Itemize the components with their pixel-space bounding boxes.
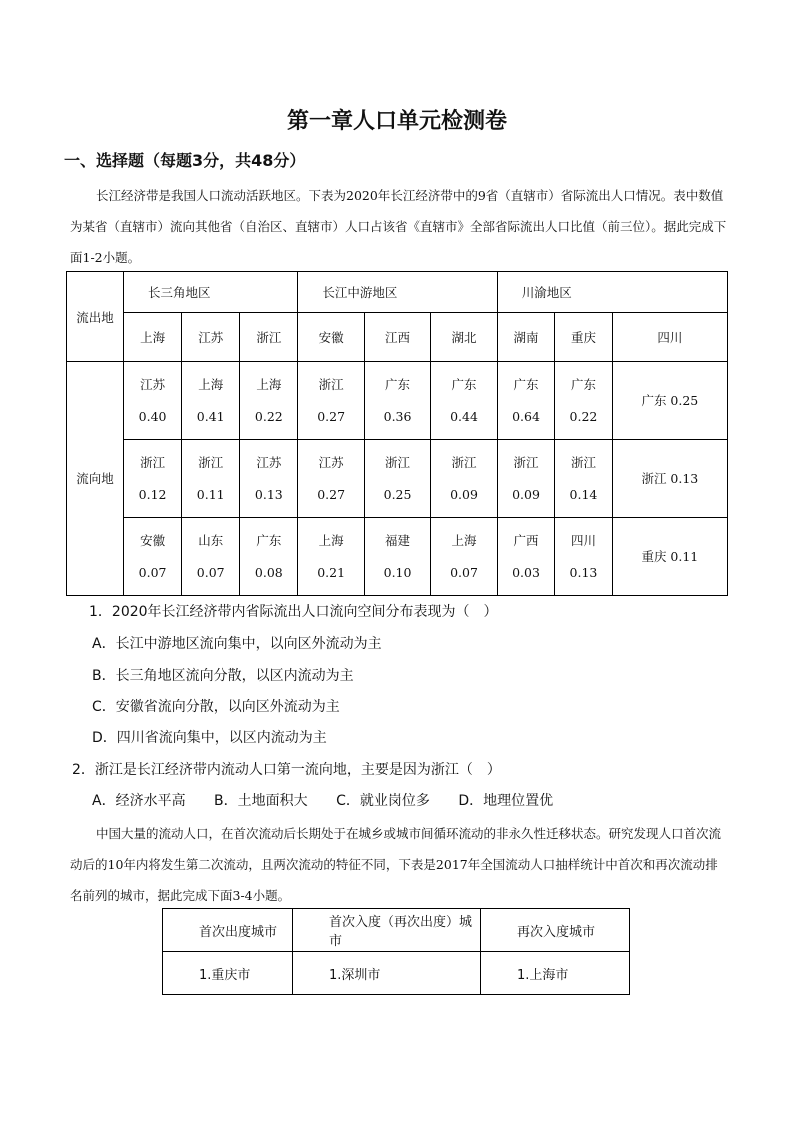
flow-ratio: 0.08 <box>254 564 283 580</box>
flow-cell <box>612 362 727 440</box>
flow-ratio: 0.10 <box>383 564 412 580</box>
outflow-label: 流出地 <box>67 272 124 362</box>
flow-cell <box>182 440 240 518</box>
destination-name: 广东 <box>570 376 596 392</box>
question-2-option[interactable]: A．经济水平高 <box>92 793 186 809</box>
flow-cell <box>497 362 554 440</box>
flow-ratio: 0.09 <box>450 486 478 502</box>
flow-ratio: 0.36 <box>383 408 412 424</box>
flow-ratio: 0.11 <box>196 486 225 502</box>
flow-cell <box>555 440 612 518</box>
flow-cell <box>431 362 497 440</box>
destination-name: 浙江 <box>451 454 477 470</box>
destination-name: 四川 <box>570 532 596 548</box>
flow-ratio: 0.13 <box>254 486 283 502</box>
city-table-header: 首次入度（再次出度）城市 <box>293 909 481 952</box>
flow-cell <box>364 362 430 440</box>
flow-cell <box>124 440 182 518</box>
section-heading: 一、选择题（每题3分，共48分） <box>64 151 306 170</box>
flow-cell <box>555 518 612 596</box>
flow-ratio: 0.64 <box>512 408 540 424</box>
flow-ratio: 0.21 <box>317 564 346 580</box>
flow-cell <box>364 518 430 596</box>
province-header: 江西 <box>364 313 430 362</box>
destination-name: 上海 <box>256 376 282 392</box>
inflow-label: 流向地 <box>67 362 124 596</box>
question-2-option[interactable]: C．就业岗位多 <box>336 793 430 809</box>
province-header: 安徽 <box>298 313 364 362</box>
province-header: 湖北 <box>431 313 497 362</box>
destination-name: 广西 <box>513 532 539 548</box>
destination-name: 浙江 <box>140 454 166 470</box>
flow-ratio: 0.09 <box>512 486 540 502</box>
destination-name: 浙江 <box>570 454 596 470</box>
destination-name: 广东 <box>451 376 477 392</box>
flow-cell <box>298 362 364 440</box>
destination-name: 江苏 <box>256 454 282 470</box>
city-table-header: 再次入度城市 <box>481 909 630 952</box>
destination-name: 浙江 0.13 <box>641 470 699 486</box>
destination-name: 上海 <box>318 532 344 548</box>
flow-ratio: 0.07 <box>138 564 167 580</box>
destination-name: 广东 <box>513 376 539 392</box>
page-title: 第一章人口单元检测卷 <box>286 109 507 134</box>
destination-name: 广东 <box>256 532 282 548</box>
flow-ratio: 0.13 <box>569 564 598 580</box>
province-header: 湖南 <box>497 313 554 362</box>
flow-ratio: 0.14 <box>569 486 598 502</box>
flow-cell <box>497 440 554 518</box>
province-header: 浙江 <box>240 313 298 362</box>
outflow-table <box>66 271 728 596</box>
destination-name: 浙江 <box>198 454 224 470</box>
destination-name: 福建 <box>385 532 411 548</box>
question-2-options <box>92 790 577 810</box>
destination-name: 广东 0.25 <box>641 392 699 408</box>
passage-1 <box>70 180 730 273</box>
flow-ratio: 0.22 <box>569 408 598 424</box>
flow-ratio: 0.03 <box>512 564 540 580</box>
flow-cell <box>298 518 364 596</box>
question-1-stem: 1．2020年长江经济带内省际流出人口流向空间分布表现为（ ） <box>89 604 498 620</box>
flow-ratio: 0.25 <box>383 486 412 502</box>
flow-cell <box>431 518 497 596</box>
destination-name: 安徽 <box>140 532 166 548</box>
city-table-cell: 1.上海市 <box>481 952 630 995</box>
flow-ratio: 0.07 <box>196 564 225 580</box>
city-table <box>162 908 630 995</box>
flow-cell <box>612 518 727 596</box>
destination-name: 浙江 <box>513 454 539 470</box>
flow-ratio: 0.07 <box>450 564 478 580</box>
flow-ratio: 0.22 <box>254 408 283 424</box>
question-1-option[interactable]: B．长三角地区流向分散，以区内流动为主 <box>92 668 354 684</box>
destination-name: 浙江 <box>385 454 411 470</box>
flow-ratio: 0.41 <box>196 408 225 424</box>
question-2-stem: 2．浙江是长江经济带内流动人口第一流向地，主要是因为浙江（ ） <box>72 762 501 778</box>
destination-name: 江苏 <box>318 454 344 470</box>
destination-name: 上海 <box>451 532 477 548</box>
flow-ratio: 0.44 <box>450 408 478 424</box>
passage-1-text: 长江经济带是我国人口流动活跃地区。下表为2020年长江经济带中的9省（直辖市）省际流出人口情况。表中数值为某省（直辖市）流向其他省（自治区、直辖市）人口占该省《直辖市》全部省际流出人口比值（前三位）。据此完成下面1-2小题。 <box>70 188 727 265</box>
region-header: 长三角地区 <box>124 272 298 313</box>
destination-name: 广东 <box>385 376 411 392</box>
city-table-cell: 1.深圳市 <box>293 952 481 995</box>
flow-cell <box>240 362 298 440</box>
flow-cell <box>124 362 182 440</box>
flow-cell <box>240 440 298 518</box>
passage-2 <box>70 818 730 911</box>
flow-cell <box>124 518 182 596</box>
flow-ratio: 0.27 <box>317 486 346 502</box>
question-1-option[interactable]: A．长江中游地区流向集中，以向区外流动为主 <box>92 636 382 652</box>
province-header: 重庆 <box>555 313 612 362</box>
flow-ratio: 0.12 <box>138 486 167 502</box>
flow-ratio: 0.27 <box>317 408 346 424</box>
flow-cell <box>497 518 554 596</box>
question-2-option[interactable]: B．土地面积大 <box>214 793 308 809</box>
flow-cell <box>612 440 727 518</box>
province-header: 江苏 <box>182 313 240 362</box>
city-table-cell: 1.重庆市 <box>163 952 293 995</box>
destination-name: 山东 <box>198 532 224 548</box>
flow-cell <box>431 440 497 518</box>
passage-2-text: 中国大量的流动人口，在首次流动后长期处于在城乡或城市间循环流动的非永久性迁移状态。研究发现人口首次流动后的10年内将发生第二次流动，且两次流动的特征不同，下表是2017年全国流动人口抽样统计中首次和再次流动排名前列的城市，据此完成下面3-4小题。 <box>70 826 722 903</box>
city-table-header: 首次出度城市 <box>163 909 293 952</box>
destination-name: 江苏 <box>140 376 166 392</box>
region-header: 川渝地区 <box>497 272 727 313</box>
question-2-option[interactable]: D．地理位置优 <box>458 793 554 809</box>
province-header: 四川 <box>612 313 727 362</box>
flow-ratio: 0.40 <box>138 408 167 424</box>
destination-name: 浙江 <box>318 376 344 392</box>
flow-cell <box>182 362 240 440</box>
flow-cell <box>298 440 364 518</box>
flow-cell <box>240 518 298 596</box>
flow-cell <box>182 518 240 596</box>
flow-cell <box>364 440 430 518</box>
destination-name: 上海 <box>198 376 224 392</box>
flow-cell <box>555 362 612 440</box>
region-header: 长江中游地区 <box>298 272 497 313</box>
question-1-option[interactable]: C．安徽省流向分散，以向区外流动为主 <box>92 699 340 715</box>
question-1-option[interactable]: D．四川省流向集中，以区内流动为主 <box>92 730 327 746</box>
destination-name: 重庆 0.11 <box>641 548 699 564</box>
province-header: 上海 <box>124 313 182 362</box>
